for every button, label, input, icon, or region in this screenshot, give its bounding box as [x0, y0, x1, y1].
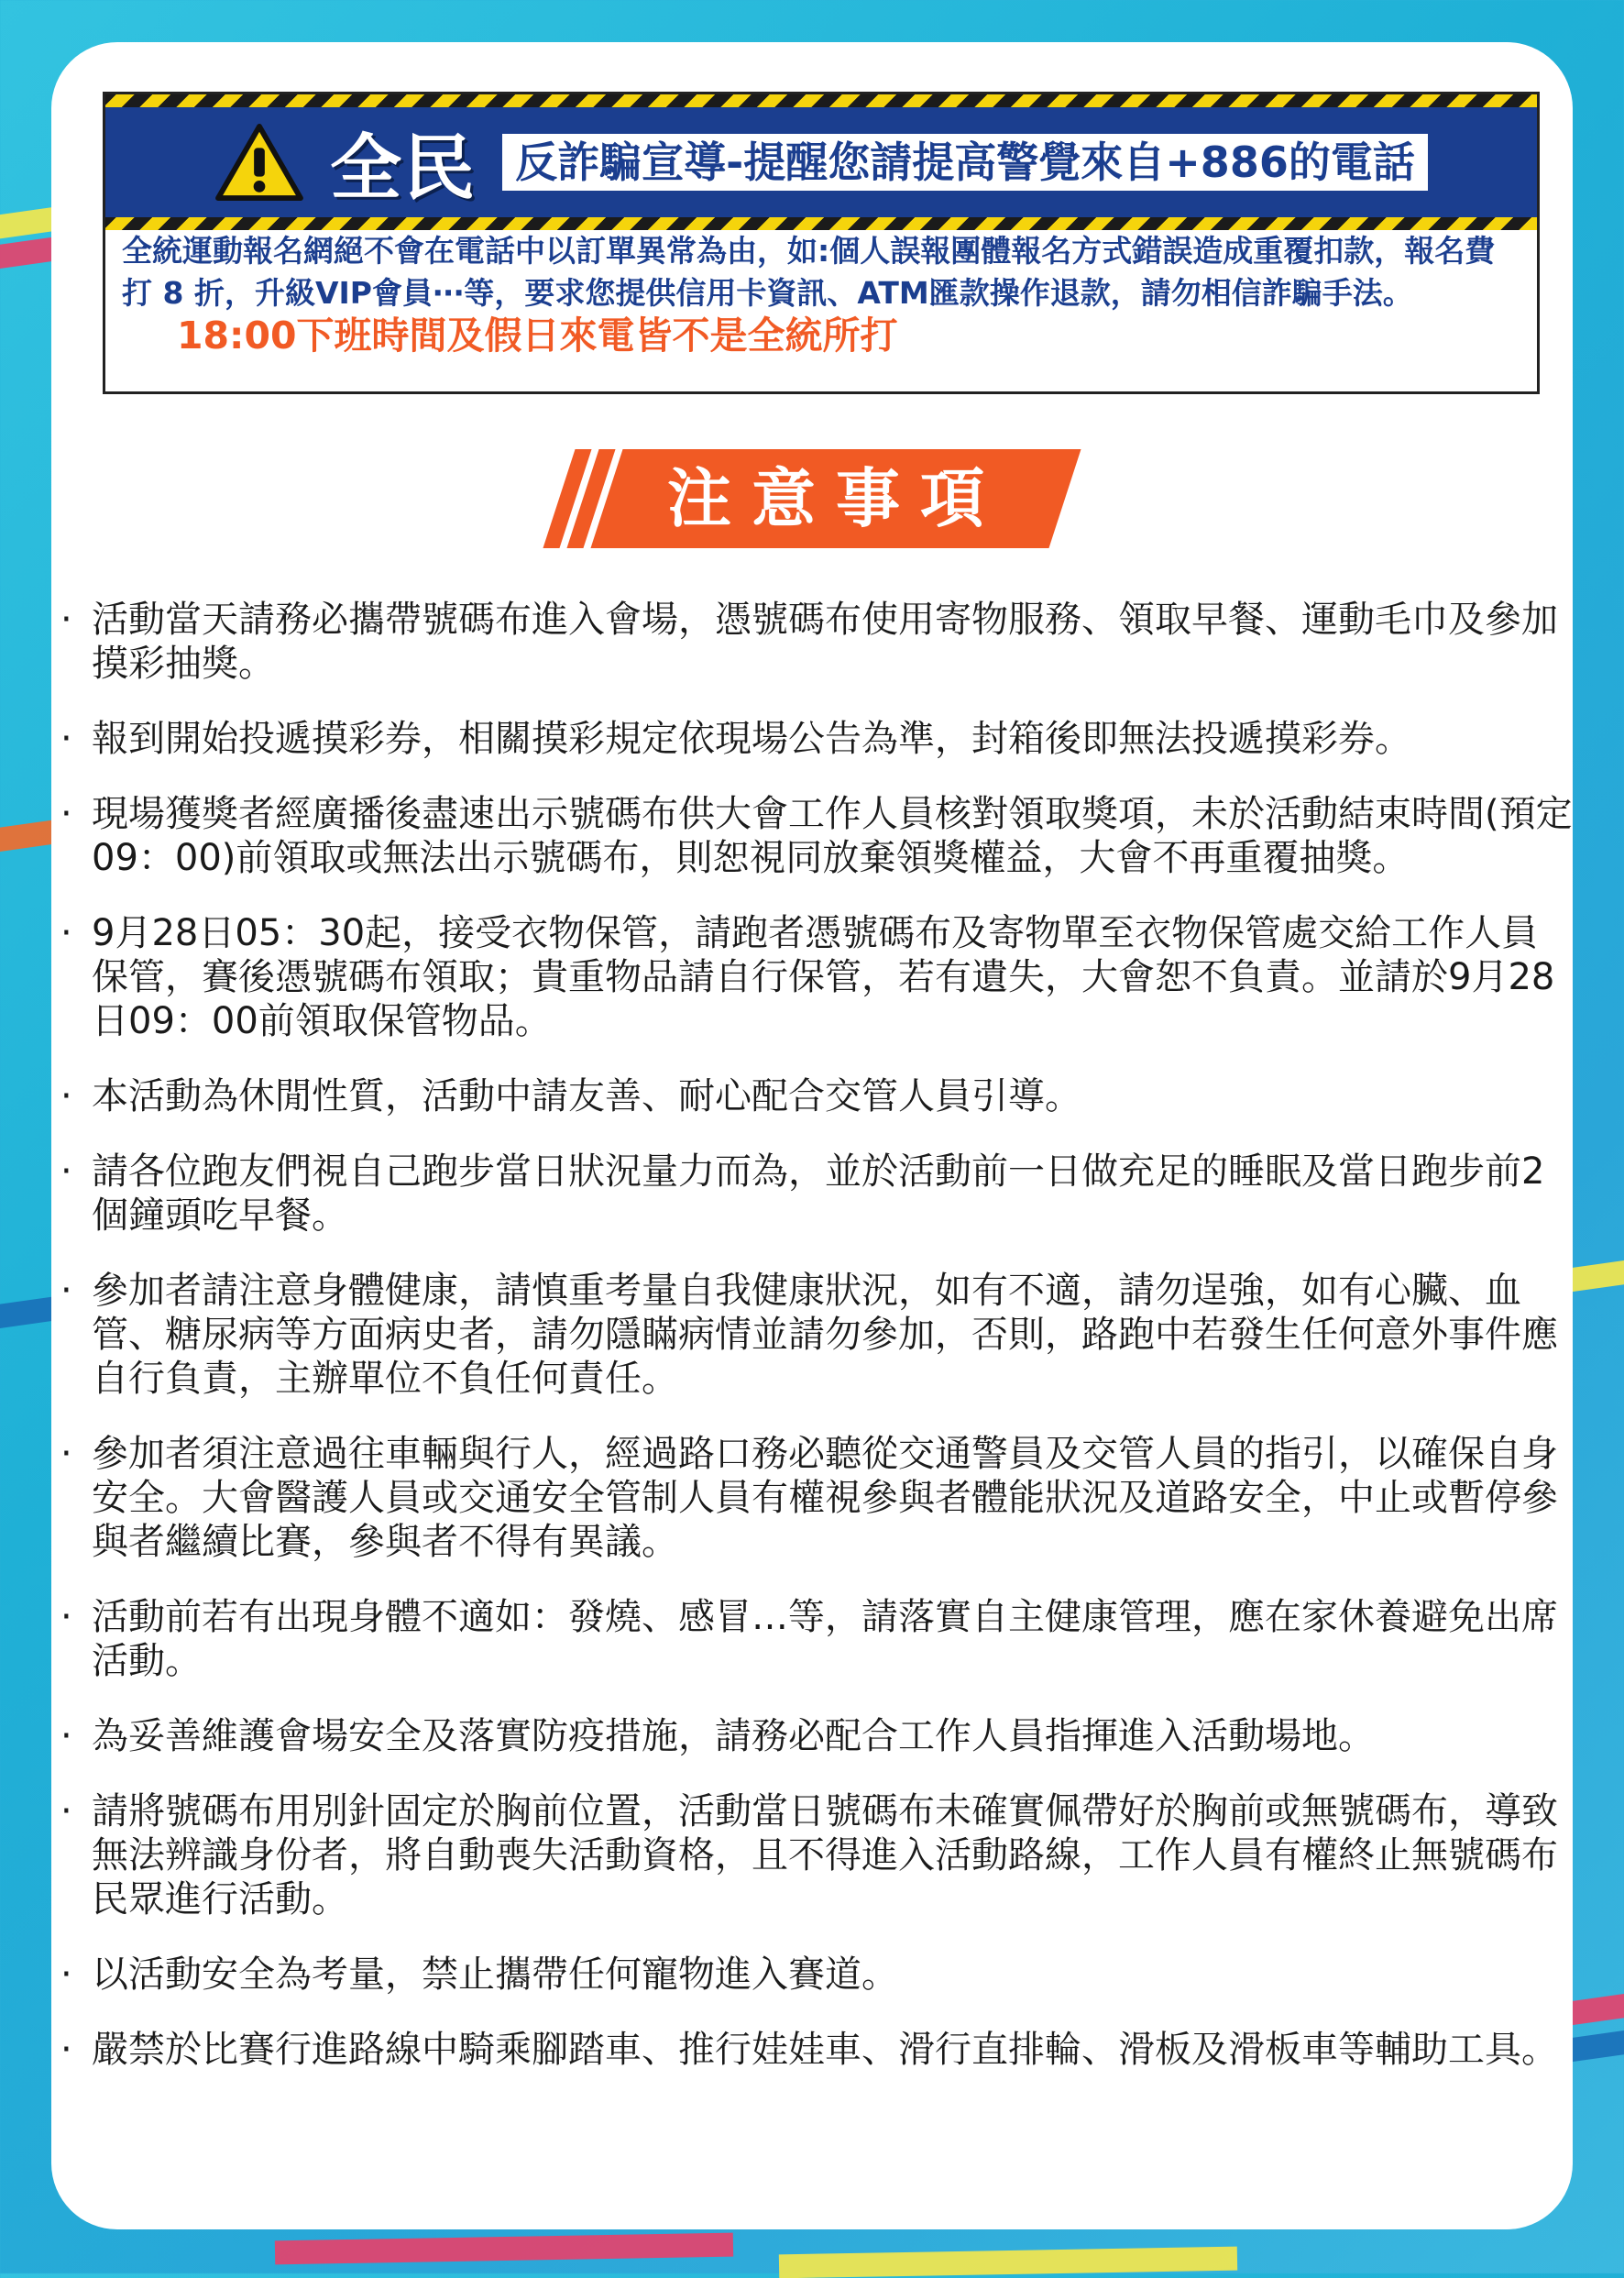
bullet: · [60, 1790, 72, 1832]
bullet: · [60, 1433, 72, 1475]
section-title: 注意事項 [667, 461, 1004, 536]
list-item [60, 1714, 1575, 1758]
list-item-text: 以活動安全為考量，禁止攜帶任何寵物進入賽道。 [92, 1953, 898, 1996]
notes-list [60, 598, 1575, 2103]
bullet: · [60, 912, 72, 954]
section-header [559, 449, 1081, 548]
warning-office-hours-note: 18:00下班時間及假日來電皆不是全統所打 [177, 314, 898, 358]
bullet: · [60, 2029, 72, 2071]
warning-body [122, 230, 1524, 359]
list-item-text: 請將號碼布用別針固定於胸前位置，活動當日號碼布未確實佩帶好於胸前或無號碼布，導致無法辨識身份者，將自動喪失活動資格，且不得進入活動路線，工作人員有權終止無號碼布民眾進行活動。 [92, 1790, 1558, 1920]
list-item [60, 1953, 1575, 1997]
list-item [60, 792, 1575, 880]
hazard-stripe [105, 94, 1537, 107]
warning-brand: 全民 [330, 127, 477, 210]
bullet: · [60, 1953, 72, 1996]
list-item-text: 活動當天請務必攜帶號碼布進入會場，憑號碼布使用寄物服務、領取早餐、運動毛巾及參加摸彩抽獎。 [92, 599, 1558, 685]
list-item [60, 1595, 1575, 1683]
list-item [60, 1074, 1575, 1118]
list-item [60, 717, 1575, 761]
list-item-text: 本活動為休閒性質，活動中請友善、耐心配合交管人員引導。 [92, 1075, 1081, 1117]
bullet: · [60, 1270, 72, 1312]
warning-triangle-icon [214, 123, 304, 202]
list-item-text: 現場獲獎者經廣播後盡速出示號碼布供大會工作人員核對領取獎項，未於活動結束時間(預定09：00)前領取或無法出示號碼布，則恕視同放棄領獎權益，大會不再重覆抽獎。 [92, 793, 1573, 879]
list-item-text: 請各位跑友們視自己跑步當日狀況量力而為，並於活動前一日做充足的睡眠及當日跑步前2個鐘頭吃早餐。 [92, 1150, 1545, 1237]
bullet: · [60, 1715, 72, 1757]
list-item [60, 1789, 1575, 1921]
list-item-text: 為妥善維護會場安全及落實防疫措施，請務必配合工作人員指揮進入活動場地。 [92, 1715, 1375, 1757]
warning-header [105, 107, 1537, 217]
list-item [60, 911, 1575, 1043]
background-stripe [275, 2233, 733, 2265]
bullet: · [60, 793, 72, 835]
list-item-text: 活動前若有出現身體不適如：發燒、感冒…等，請落實自主健康管理，應在家休養避免出席活動。 [92, 1596, 1558, 1682]
bullet: · [60, 1596, 72, 1638]
hazard-stripe [105, 217, 1537, 230]
list-item [60, 2028, 1575, 2072]
list-item-text: 9月28日05：30起，接受衣物保管，請跑者憑號碼布及寄物單至衣物保管處交給工作人員保管，賽後憑號碼布領取；貴重物品請自行保管，若有遺失，大會恕不負責。並請於9月28日09：00前領取保管物品。 [92, 912, 1555, 1042]
list-item-text: 參加者須注意過往車輛與行人，經過路口務必聽從交通警員及交管人員的指引，以確保自身安全。大會醫護人員或交通安全管制人員有權視參與者體能狀況及道路安全，中止或暫停參與者繼續比賽，參與者不得有異議。 [92, 1433, 1558, 1563]
bullet: · [60, 718, 72, 760]
bullet: · [60, 599, 72, 641]
list-item-text: 嚴禁於比賽行進路線中騎乘腳踏車、推行娃娃車、滑行直排輪、滑板及滑板車等輔助工具。 [92, 2029, 1558, 2071]
bullet: · [60, 1075, 72, 1117]
list-item [60, 598, 1575, 686]
warning-text: 全統運動報名網絕不會在電話中以訂單異常為由，如:個人誤報團體報名方式錯誤造成重覆扣款，報名費打 8 折，升級VIP會員‧‧‧等，要求您提供信用卡資訊、ATM匯款操作退款，請勿相信詐騙手法。 [122, 233, 1496, 311]
list-item [60, 1432, 1575, 1564]
warning-title: 反詐騙宣導-提醒您請提高警覺來自+886的電話 [502, 134, 1428, 192]
fraud-warning-box [103, 92, 1540, 394]
list-item-text: 參加者請注意身體健康，請慎重考量自我健康狀況，如有不適，請勿逞強，如有心臟、血管、糖尿病等方面病史者，請勿隱瞞病情並請勿參加，否則，路跑中若發生任何意外事件應自行負責，主辦單位不負任何責任。 [92, 1270, 1558, 1400]
list-item [60, 1269, 1575, 1401]
list-item [60, 1150, 1575, 1238]
list-item-text: 報到開始投遞摸彩券，相關摸彩規定依現場公告為準，封箱後即無法投遞摸彩券。 [92, 718, 1411, 760]
bullet: · [60, 1150, 72, 1193]
